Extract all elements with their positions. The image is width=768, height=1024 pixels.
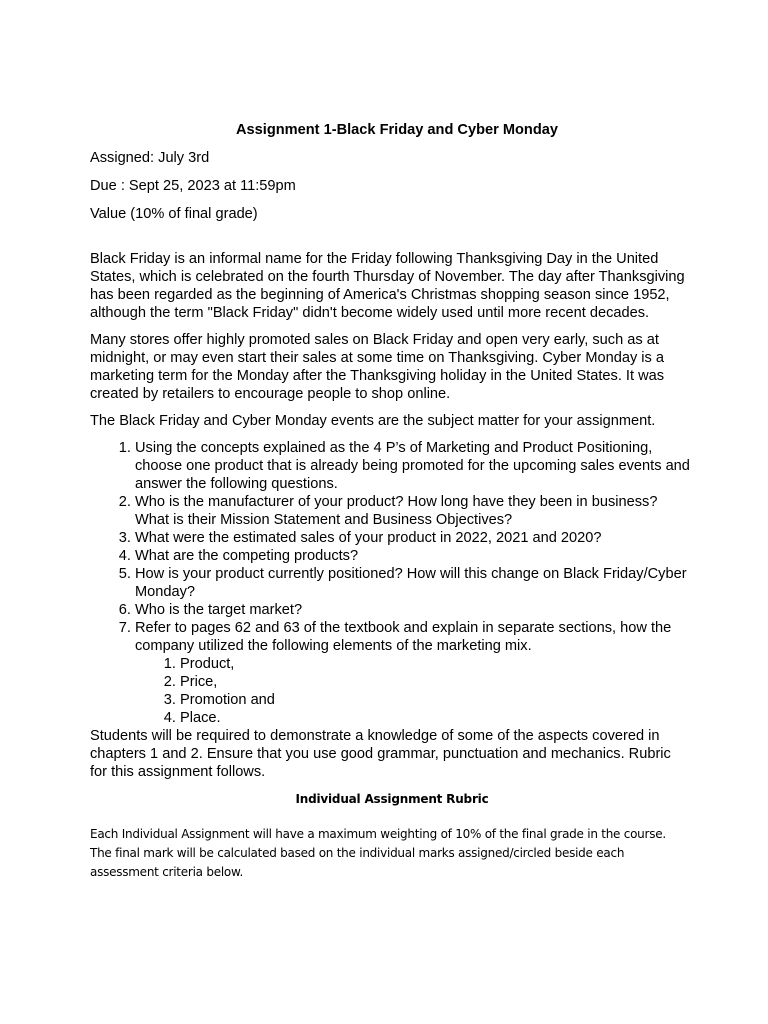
mix-element-item: 2. Price, [180,673,690,691]
mix-element-item: 1. Product, [180,655,690,673]
question-text: Refer to pages 62 and 63 of the textbook and explain in separate sections, how the company utilized the following elements of the marketing mix. [135,620,672,654]
question-item: 3. What were the estimated sales of your product in 2022, 2021 and 2020? [135,529,690,547]
closing-paragraph: Students will be required to demonstrate a knowledge of some of the aspects covered in chapters 1 and 2. Ensure that you use good grammar, punctuation and mechanics. Rubric for this assignment follows. [90,728,671,780]
subject-paragraph: The Black Friday and Cyber Monday events are the subject matter for your assignment. [90,413,656,429]
assignment-document [90,121,690,882]
rubric-description: Each Individual Assignment will have a maximum weighting of 10% of the final grade in the course. The final mark will be calculated based on the individual marks assigned/circled beside each assessment criteria below. [90,827,666,879]
question-item: 4. What are the competing products? [135,547,690,565]
sales-paragraph: Many stores offer highly promoted sales on Black Friday and open very early, such as at midnight, or may even start their sales at some time on Thanksgiving. Cyber Monday is a marketing term for the Monday after the Thanksgiving holiday in the United States. It was created by retailers to encourage people to shop online. [90,332,665,402]
document-title: Assignment 1-Black Friday and Cyber Monday [236,122,558,138]
mix-element-item: 3. Promotion and [180,691,690,709]
marketing-mix-list [135,655,690,727]
question-item: 6. Who is the target market? [135,601,690,619]
question-list [90,439,690,727]
due-date: Due : Sept 25, 2023 at 11:59pm [90,178,296,194]
grade-value: Value (10% of final grade) [90,206,258,222]
question-item: 1. Using the concepts explained as the 4 P’s of Marketing and Product Positioning, choose one product that is already being promoted for the upcoming sales events and answer the following questions. [135,439,690,493]
mix-element-item: 4. Place. [180,709,690,727]
rubric-title: Individual Assignment Rubric [295,792,489,806]
question-item: 2. Who is the manufacturer of your product? How long have they been in business? What is their Mission Statement and Business Objectives? [135,493,690,529]
question-item: 5. How is your product currently positioned? How will this change on Black Friday/Cyber Monday? [135,565,690,601]
question-item-with-sublist [135,619,690,727]
intro-paragraph: Black Friday is an informal name for the Friday following Thanksgiving Day in the United States, which is celebrated on the fourth Thursday of November. The day after Thanksgiving has been regarded as the beginning of America's Christmas shopping season since 1952, although the term "Black Friday" didn't become widely used until more recent decades. [90,251,685,321]
assigned-date: Assigned: July 3rd [90,150,210,166]
